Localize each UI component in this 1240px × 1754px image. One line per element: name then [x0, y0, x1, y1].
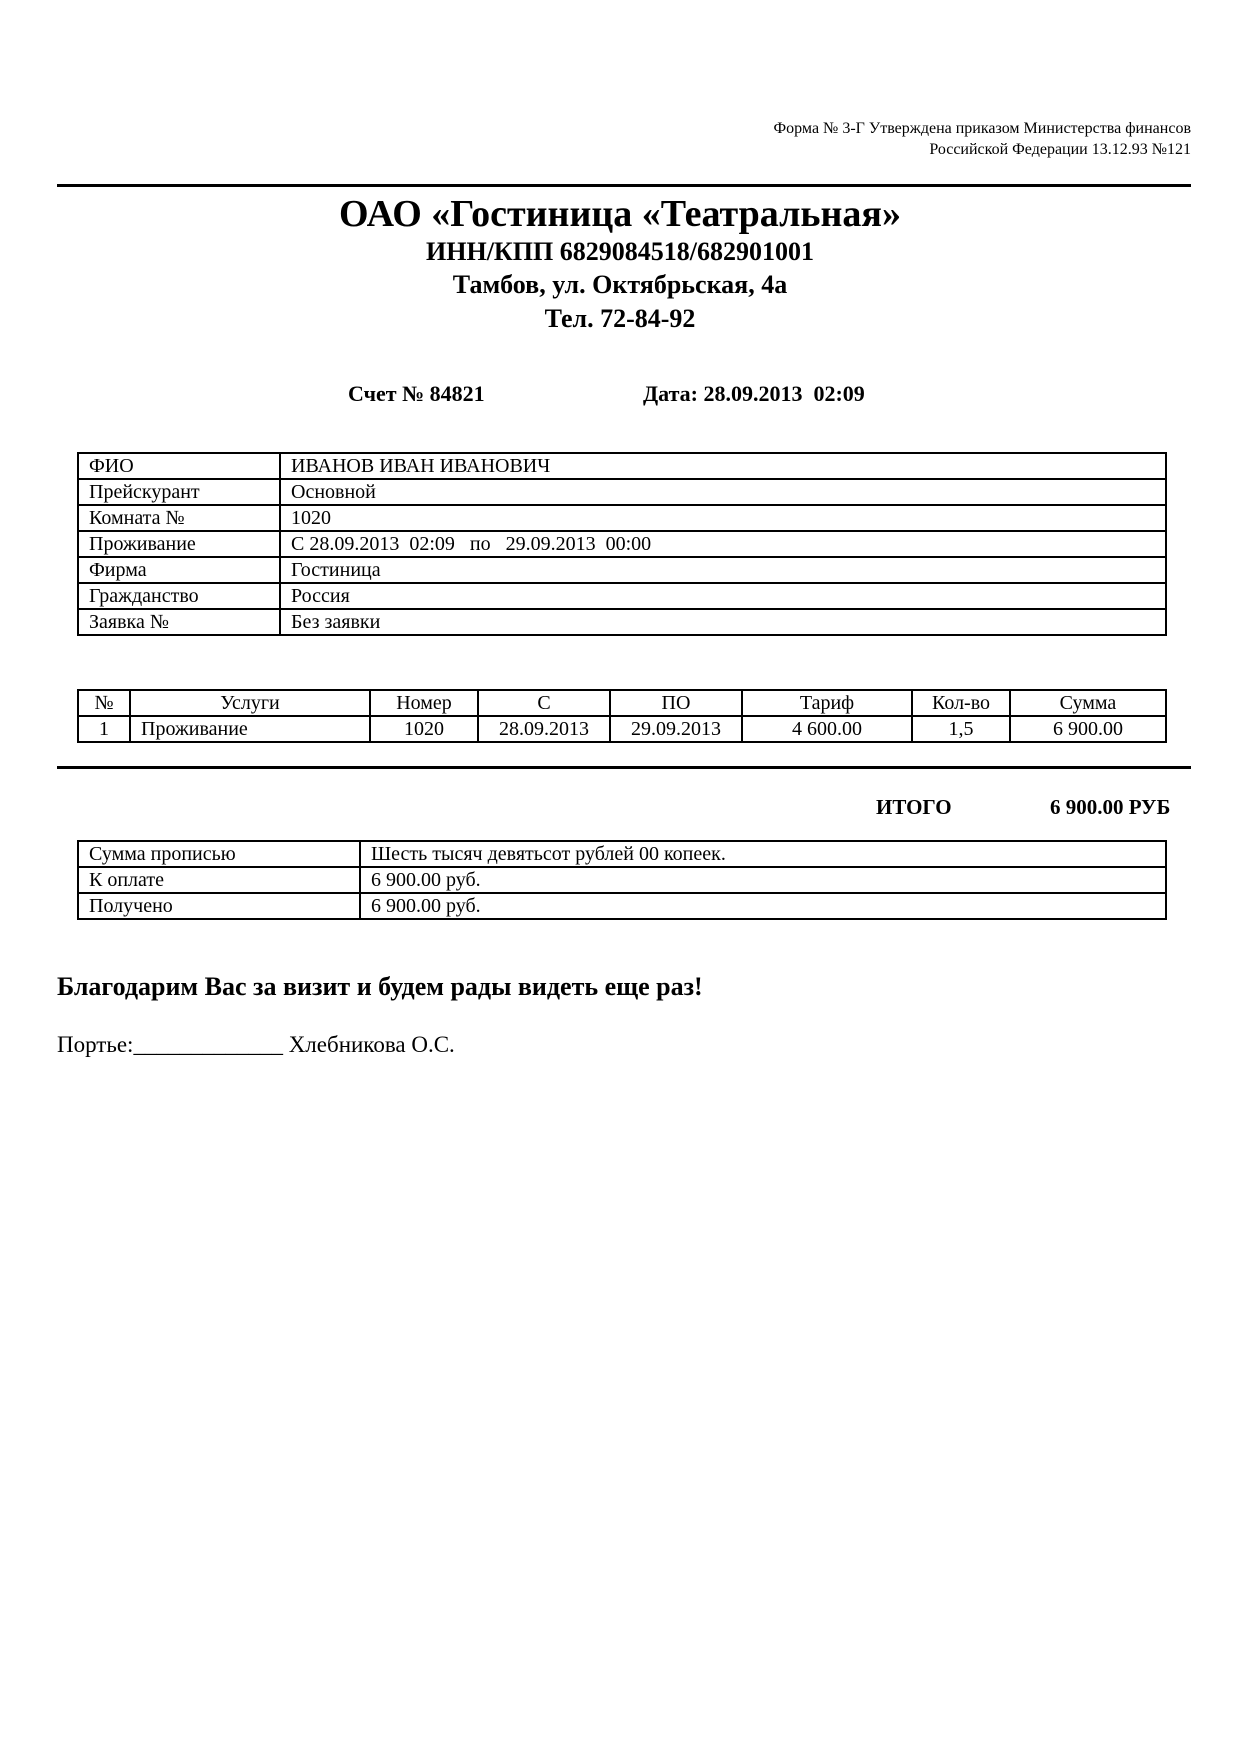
table-header-row	[78, 690, 1166, 716]
table-row	[78, 609, 1166, 635]
guest-value: ИВАНОВ ИВАН ИВАНОВИЧ	[280, 453, 1166, 479]
guest-value: С 28.09.2013 02:09 по 29.09.2013 00:00	[280, 531, 1166, 557]
table-row	[78, 531, 1166, 557]
cell-to: 29.09.2013	[610, 716, 742, 742]
amount-label: Сумма прописью	[78, 841, 360, 867]
amount-label: Получено	[78, 893, 360, 919]
guest-value: Основной	[280, 479, 1166, 505]
cell-rate: 4 600.00	[742, 716, 912, 742]
guest-label: Комната №	[78, 505, 280, 531]
cell-quantity: 1,5	[912, 716, 1010, 742]
middle-divider	[57, 766, 1191, 769]
table-row	[78, 841, 1166, 867]
guest-value: Без заявки	[280, 609, 1166, 635]
col-header-from: С	[478, 690, 610, 716]
hotel-inn: ИНН/КПП 6829084518/682901001	[426, 237, 814, 266]
top-divider	[57, 184, 1191, 187]
total-value: 6 900.00 РУБ	[1050, 795, 1171, 819]
cell-sum: 6 900.00	[1010, 716, 1166, 742]
cell-from: 28.09.2013	[478, 716, 610, 742]
form-note-line-1: Форма № 3-Г Утверждена приказом Министерства финансов	[773, 120, 1191, 137]
col-header-rate: Тариф	[742, 690, 912, 716]
guest-label: Гражданство	[78, 583, 280, 609]
cell-number: 1	[78, 716, 130, 742]
amount-label: К оплате	[78, 867, 360, 893]
guest-label: Проживание	[78, 531, 280, 557]
guest-label: ФИО	[78, 453, 280, 479]
guest-value: 1020	[280, 505, 1166, 531]
cell-service: Проживание	[130, 716, 370, 742]
table-row	[78, 716, 1166, 742]
amounts-table	[77, 840, 1167, 920]
col-header-service: Услуги	[130, 690, 370, 716]
total-label: ИТОГО	[876, 795, 952, 819]
col-header-number: №	[78, 690, 130, 716]
table-row	[78, 479, 1166, 505]
col-header-room: Номер	[370, 690, 478, 716]
table-row	[78, 505, 1166, 531]
guest-label: Фирма	[78, 557, 280, 583]
guest-value: Россия	[280, 583, 1166, 609]
hotel-phone: Тел. 72-84-92	[544, 304, 696, 333]
guest-value: Гостиница	[280, 557, 1166, 583]
hotel-address: Тамбов, ул. Октябрьская, 4а	[452, 270, 788, 299]
col-header-quantity: Кол-во	[912, 690, 1010, 716]
table-row	[78, 893, 1166, 919]
porter-signature-line: Портье:_____________ Хлебникова О.С.	[57, 1032, 455, 1057]
guest-label: Прейскурант	[78, 479, 280, 505]
form-note-line-2: Российской Федерации 13.12.93 №121	[929, 141, 1191, 158]
form-approval-note	[774, 118, 1191, 160]
table-row	[78, 867, 1166, 893]
cell-room: 1020	[370, 716, 478, 742]
table-row	[78, 557, 1166, 583]
col-header-to: ПО	[610, 690, 742, 716]
table-row	[78, 583, 1166, 609]
amount-value: 6 900.00 руб.	[360, 867, 1166, 893]
thanks-message: Благодарим Вас за визит и будем рады видеть еще раз!	[57, 972, 703, 1001]
services-table	[77, 689, 1167, 743]
guest-label: Заявка №	[78, 609, 280, 635]
hotel-name: ОАО «Гостиница «Театральная»	[339, 193, 901, 235]
table-row	[78, 453, 1166, 479]
amount-value: 6 900.00 руб.	[360, 893, 1166, 919]
guest-info-table	[77, 452, 1167, 636]
col-header-sum: Сумма	[1010, 690, 1166, 716]
invoice-number: Счет № 84821	[348, 381, 485, 406]
amount-value: Шесть тысяч девятьсот рублей 00 копеек.	[360, 841, 1166, 867]
invoice-date: Дата: 28.09.2013 02:09	[643, 381, 865, 406]
